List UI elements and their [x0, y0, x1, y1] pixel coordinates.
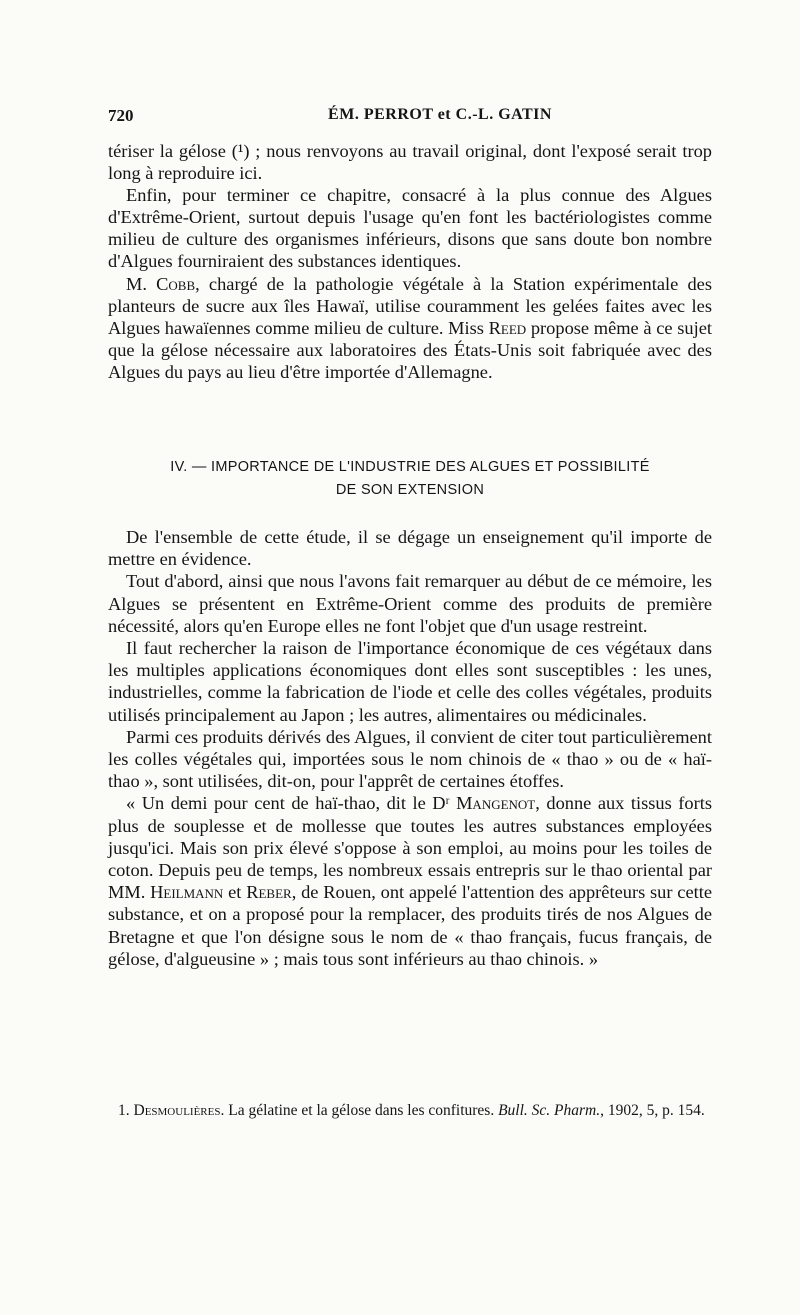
person-name: Mangenot [456, 793, 536, 814]
body-text-top [108, 140, 712, 383]
text-run: M. [126, 273, 157, 294]
footnote-title: . La gélatine et la gélose dans les confitures. [220, 1102, 499, 1119]
text-run: , de Rouen, ont appelé l'attention des apprêteurs sur cette substance, et on a proposé pour la remplacer, des produits tirés de nos Algues de Bretagne et que l'on désigne sous le nom de « thao français, fucus français, de gélose, d'algueusine » ; mais tous sont inférieurs au thao chinois. » [108, 882, 713, 969]
paragraph: Tout d'abord, ainsi que nous l'avons fait remarquer au début de ce mémoire, les Algues se présentent en Extrême-Orient comme des produits de première nécessité, alors qu'en Europe elles ne font l'objet que d'un usage restreint. [108, 571, 712, 636]
paragraph: Parmi ces produits dérivés des Algues, il convient de citer tout particulièrement les colles végétales qui, importées sous le nom chinois de « thao » ou de « haï-thao », sont utilisées, dit-on, pour l'apprêt de certaines étoffes. [108, 726, 712, 792]
paragraph: De l'ensemble de cette étude, il se dégage un enseignement qu'il importe de mettre en évidence. [108, 527, 712, 570]
paragraph: Il faut rechercher la raison de l'importance économique de ces végétaux dans les multiples applications économiques dont elles sont susceptibles : les unes, industrielles, comme la fabrication de l'iode et celle des colles végétales, produits utilisés principalement au Japon ; les autres, alimentaires ou médicinales. [108, 638, 712, 725]
footnote-journal: Bull. Sc. Pharm. [498, 1102, 601, 1119]
text-run: « Un demi pour cent de haï-thao, dit le Dʳ [126, 793, 457, 814]
section-heading [108, 456, 712, 502]
paragraph: tériser la gélose (¹) ; nous renvoyons au travail original, dont l'exposé serait trop long à reproduire ici. [108, 141, 712, 184]
running-head [108, 106, 712, 130]
page-number: 720 [108, 106, 134, 125]
footnote [108, 1100, 712, 1121]
text-run: et [223, 882, 247, 903]
body-text-bottom [108, 526, 712, 970]
section-heading-line: DE SON EXTENSION [335, 482, 485, 498]
person-name: Reber [246, 882, 292, 903]
paragraph [108, 792, 712, 970]
footnote-number: 1. [118, 1102, 130, 1119]
footnote-text [108, 1100, 712, 1121]
footnote-author: Desmoulières [133, 1102, 221, 1119]
paragraph [108, 273, 712, 383]
person-name: Cobb [156, 273, 196, 294]
person-name: Reed [488, 317, 527, 338]
paragraph: Enfin, pour terminer ce chapitre, consacré à la plus connue des Algues d'Extrême-Orient, surtout depuis l'usage qu'en font les bactériologistes comme milieu de culture des organismes inférieurs, disons que sans doute bon nombre d'Algues fourniraient des substances identiques. [108, 185, 712, 272]
text-run: , chargé de la pathologie végétale à la Station expérimentale des planteurs de sucre aux îles Hawaï, utilise couramment les gelées faites avec les Algues hawaïennes comme milieu de culture. Miss [108, 273, 712, 338]
text-run: propose même à ce sujet que la gélose nécessaire aux laboratoires des États-Unis soit fabriquée avec des Algues du pays au lieu d'être importée d'Allemagne. [108, 317, 712, 382]
footnote-ref: , 1902, 5, p. 154. [600, 1102, 705, 1119]
person-name: Heilmann [150, 882, 224, 903]
header-authors: ÉM. PERROT et C.-L. GATIN [328, 106, 552, 123]
text-run: , donne aux tissus forts plus de souplesse et de mollesse que toutes les autres substances employées jusqu'ici. Mais son prix élevé s'oppose à son emploi, au moins pour les toiles de coton. Depuis peu de temps, les nombreux essais entrepris sur le thao oriental par MM. [108, 793, 712, 903]
section-heading-line: IV. — IMPORTANCE DE L'INDUSTRIE DES ALGUES ET POSSIBILITÉ [170, 459, 650, 475]
